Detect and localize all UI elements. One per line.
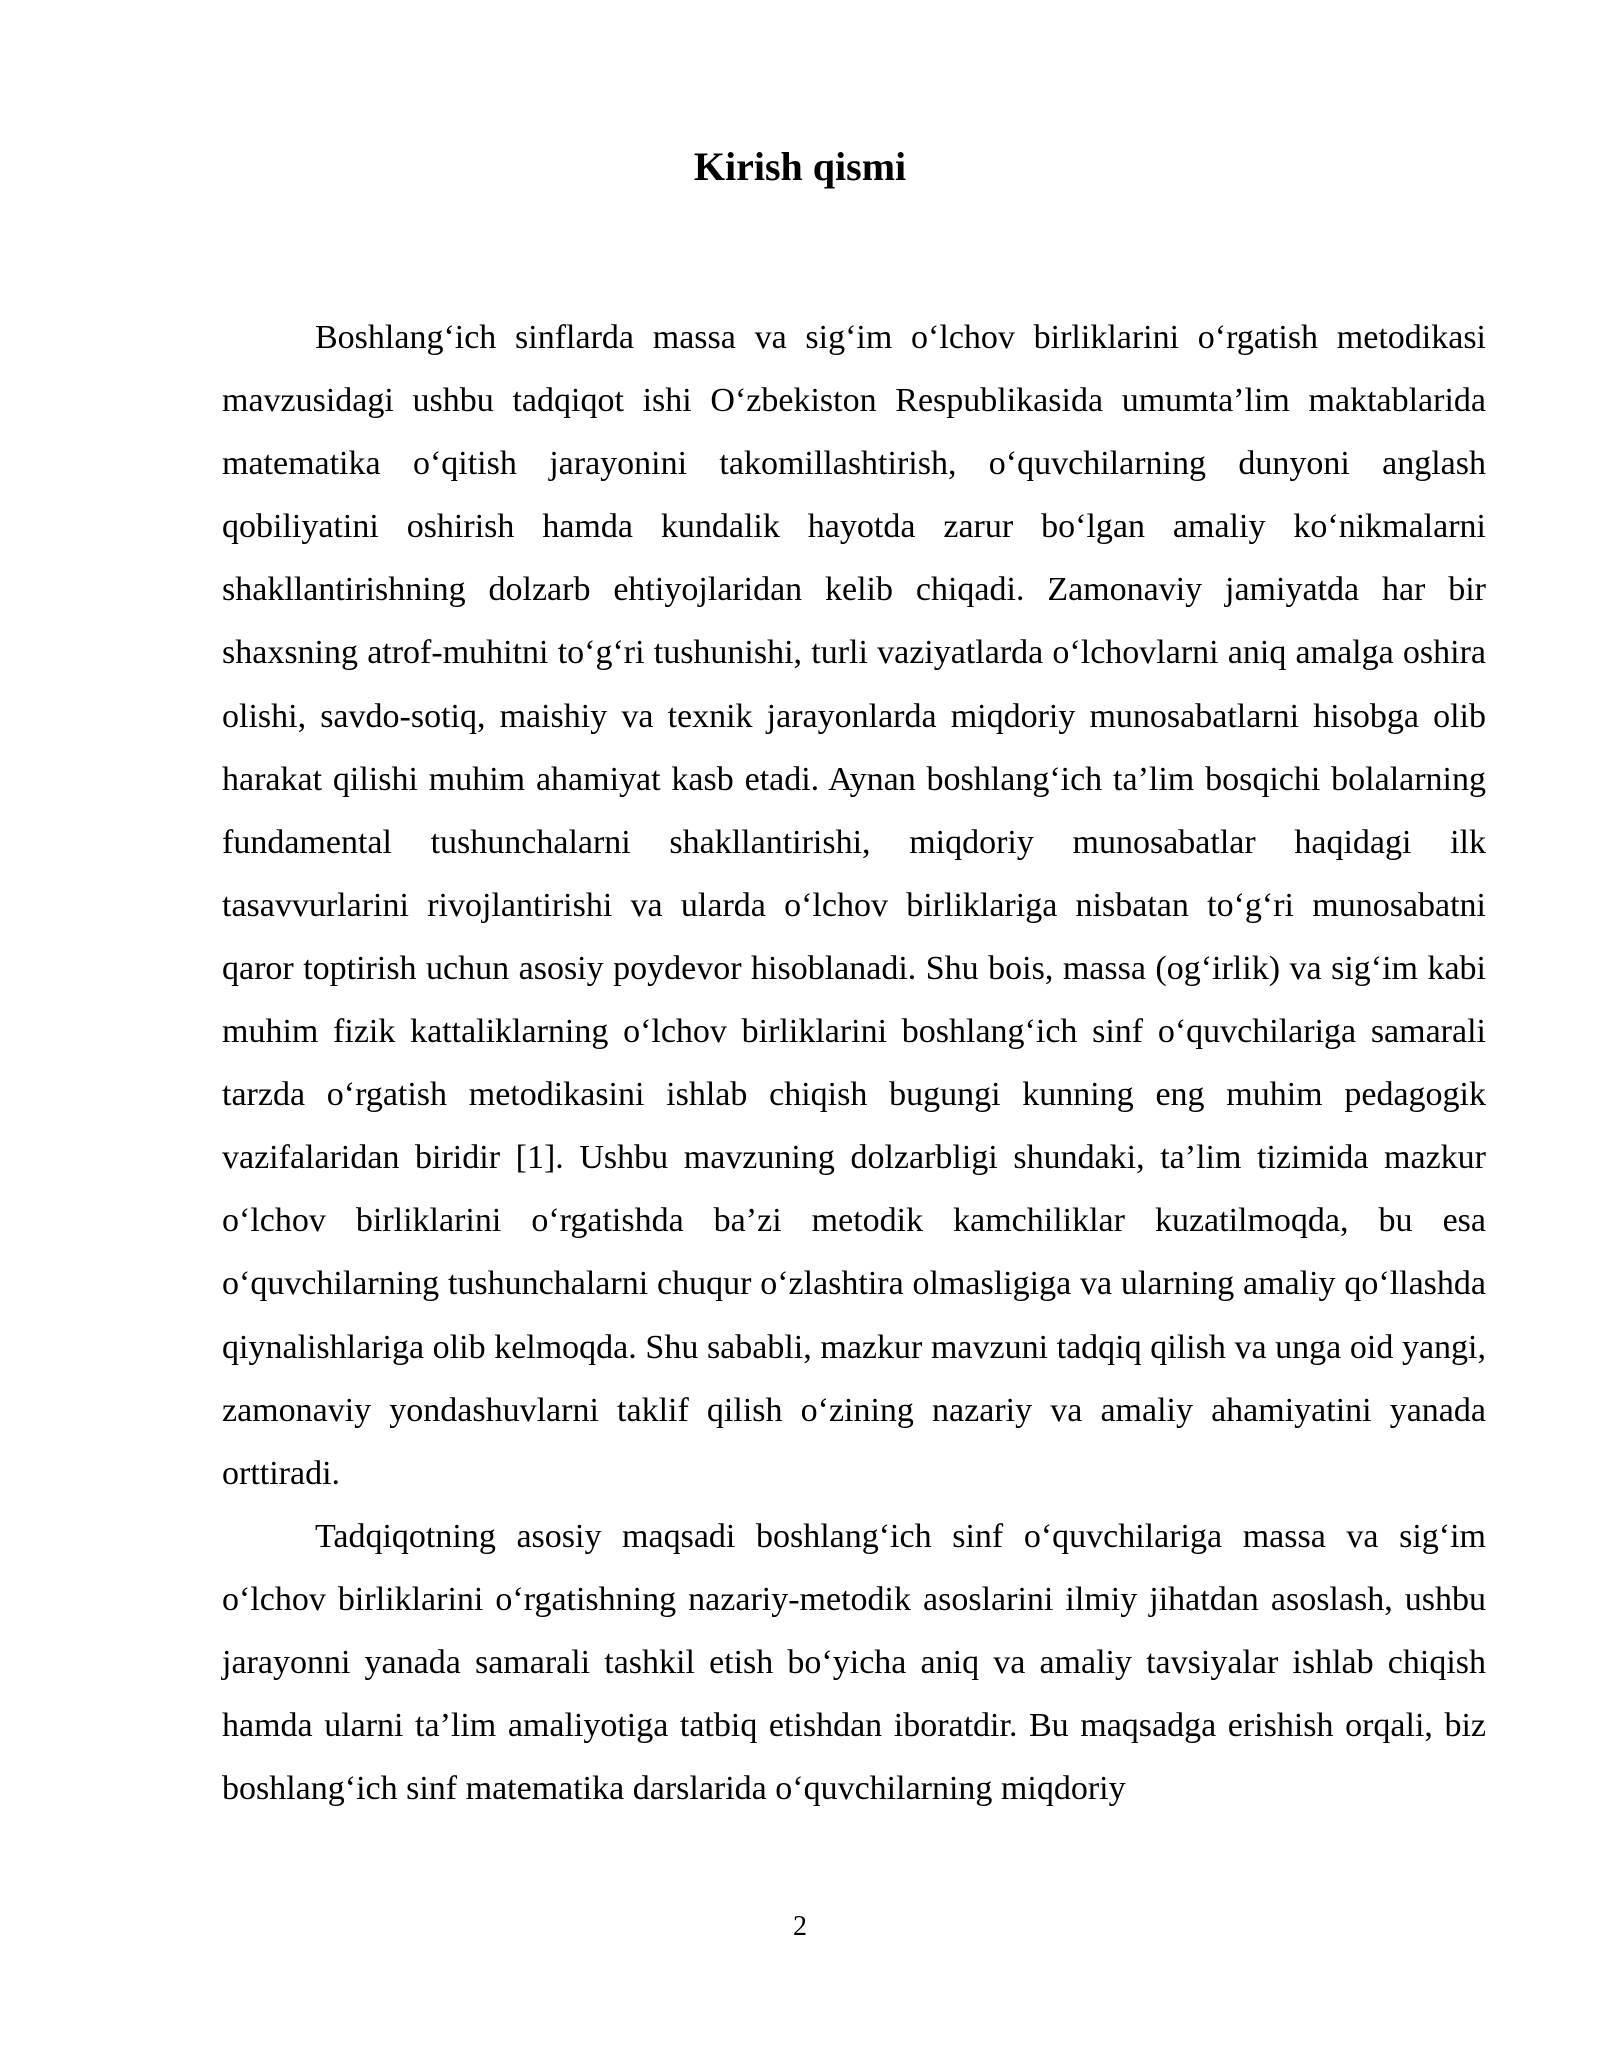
page-number: 2: [793, 1911, 807, 1942]
paragraph-1: Boshlang‘ich sinflarda massa va sig‘im o‘lchov birliklarini o‘rgatish metodikasi mavzusidagi ushbu tadqiqot ishi O‘zbekiston Respublikasida umumta’lim maktablarida matematika o‘qitish jarayonini takomillashtirish, o‘quvchilarning dunyoni anglash qobiliyatini oshirish hamda kundalik hayotda zarur bo‘lgan amaliy ko‘nikmalarni shakllantirishning dolzarb ehtiyojlaridan kelib chiqadi. Zamonaviy jamiyatda har bir shaxsning atrof-muhitni to‘g‘ri tushunishi, turli vaziyatlarda o‘lchovlarni aniq amalga oshira olishi, savdo-sotiq, maishiy va texnik jarayonlarda miqdoriy munosabatlarni hisobga olib harakat qilishi muhim ahamiyat kasb etadi. Aynan boshlang‘ich ta’lim bosqichi bolalarning fundamental tushunchalarni shakllantirishi, miqdoriy munosabatlar haqidagi ilk tasavvurlarini rivojlantirishi va ularda o‘lchov birliklariga nisbatan to‘g‘ri munosabatni qaror toptirish uchun asosiy poydevor hisoblanadi. Shu bois, massa (og‘irlik) va sig‘im kabi muhim fizik kattaliklarning o‘lchov birliklarini boshlang‘ich sinf o‘quvchilariga samarali tarzda o‘rgatish metodikasini ishlab chiqish bugungi kunning eng muhim pedagogik vazifalaridan biridir [1]. Ushbu mavzuning dolzarbligi shundaki, ta’lim tizimida mazkur o‘lchov birliklarini o‘rgatishda ba’zi metodik kamchiliklar kuzatilmoqda, bu esa o‘quvchilarning tushunchalarni chuqur o‘zlashtira olmasligiga va ularning amaliy qo‘llashda qiynalishlariga olib kelmoqda. Shu sababli, mazkur mavzuni tadqiq qilish va unga oid yangi, zamonaviy yondashuvlarni taklif qilish o‘zining nazariy va amaliy ahamiyatini yanada orttiradi.: [222, 319, 1486, 1492]
paragraph-2: Tadqiqotning asosiy maqsadi boshlang‘ich sinf o‘quvchilariga massa va sig‘im o‘lchov birliklarini o‘rgatishning nazariy-metodik asoslarini ilmiy jihatdan asoslash, ushbu jarayonni yanada samarali tashkil etish bo‘yicha aniq va amaliy tavsiyalar ishlab chiqish hamda ularni ta’lim amaliyotiga tatbiq etishdan iboratdir. Bu maqsadga erishish orqali, biz boshlang‘ich sinf matematika darslarida o‘quvchilarning miqdoriy: [222, 1517, 1486, 1808]
body-text: [222, 306, 1486, 1820]
page-title: Kirish qismi: [693, 144, 907, 189]
